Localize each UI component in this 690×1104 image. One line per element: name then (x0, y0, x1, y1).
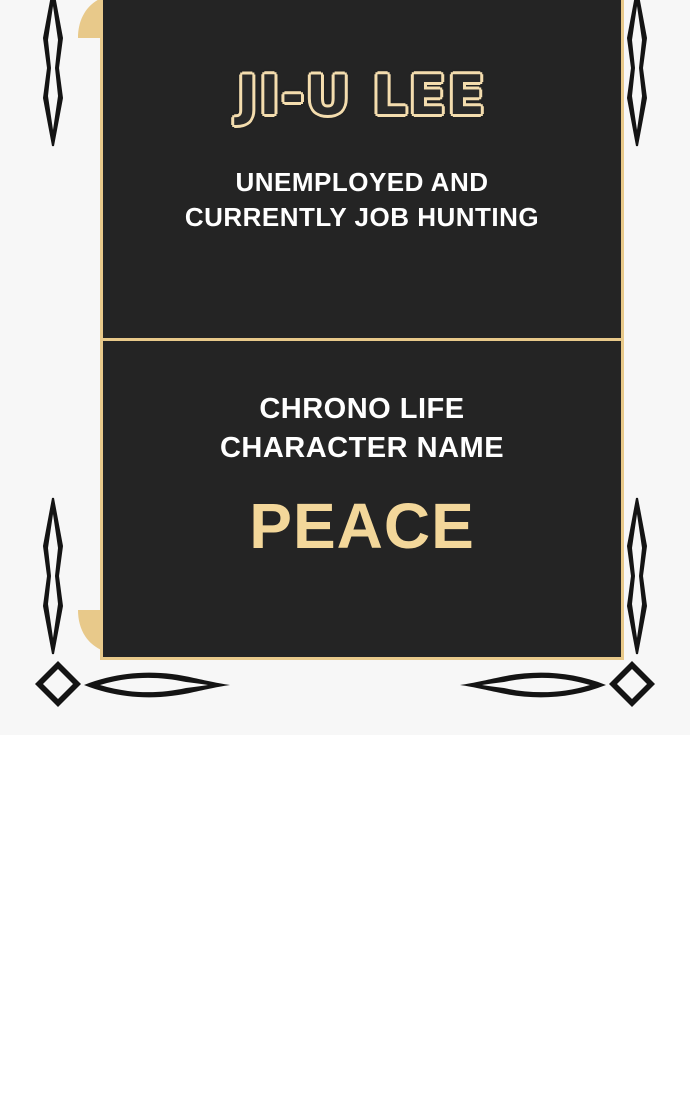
bottom-right-flourish-icon (458, 668, 608, 702)
character-game-name: PEACE (249, 490, 475, 563)
character-status-line-2: CURRENTLY JOB HUNTING (184, 202, 540, 233)
card-header-section (103, 0, 621, 341)
character-status-line-1: UNEMPLOYED AND (235, 167, 489, 197)
card-body-section (103, 344, 621, 660)
character-card (100, 0, 624, 660)
ornamental-frame (28, 0, 662, 718)
character-name-label-line-2: CHARACTER NAME (219, 432, 505, 465)
character-name-label-line-1: CHRONO LIFE (259, 393, 465, 425)
character-real-name: JI-U LEE (237, 64, 487, 127)
bottom-left-flourish-icon (82, 668, 232, 702)
left-spike-lower-icon (28, 496, 78, 656)
bottom-left-diamond-icon (34, 660, 82, 708)
left-spike-upper-icon (28, 0, 78, 148)
bottom-right-diamond-icon (608, 660, 656, 708)
character-status (185, 165, 539, 235)
blank-page-area (0, 735, 690, 1104)
character-name-label (220, 390, 504, 468)
